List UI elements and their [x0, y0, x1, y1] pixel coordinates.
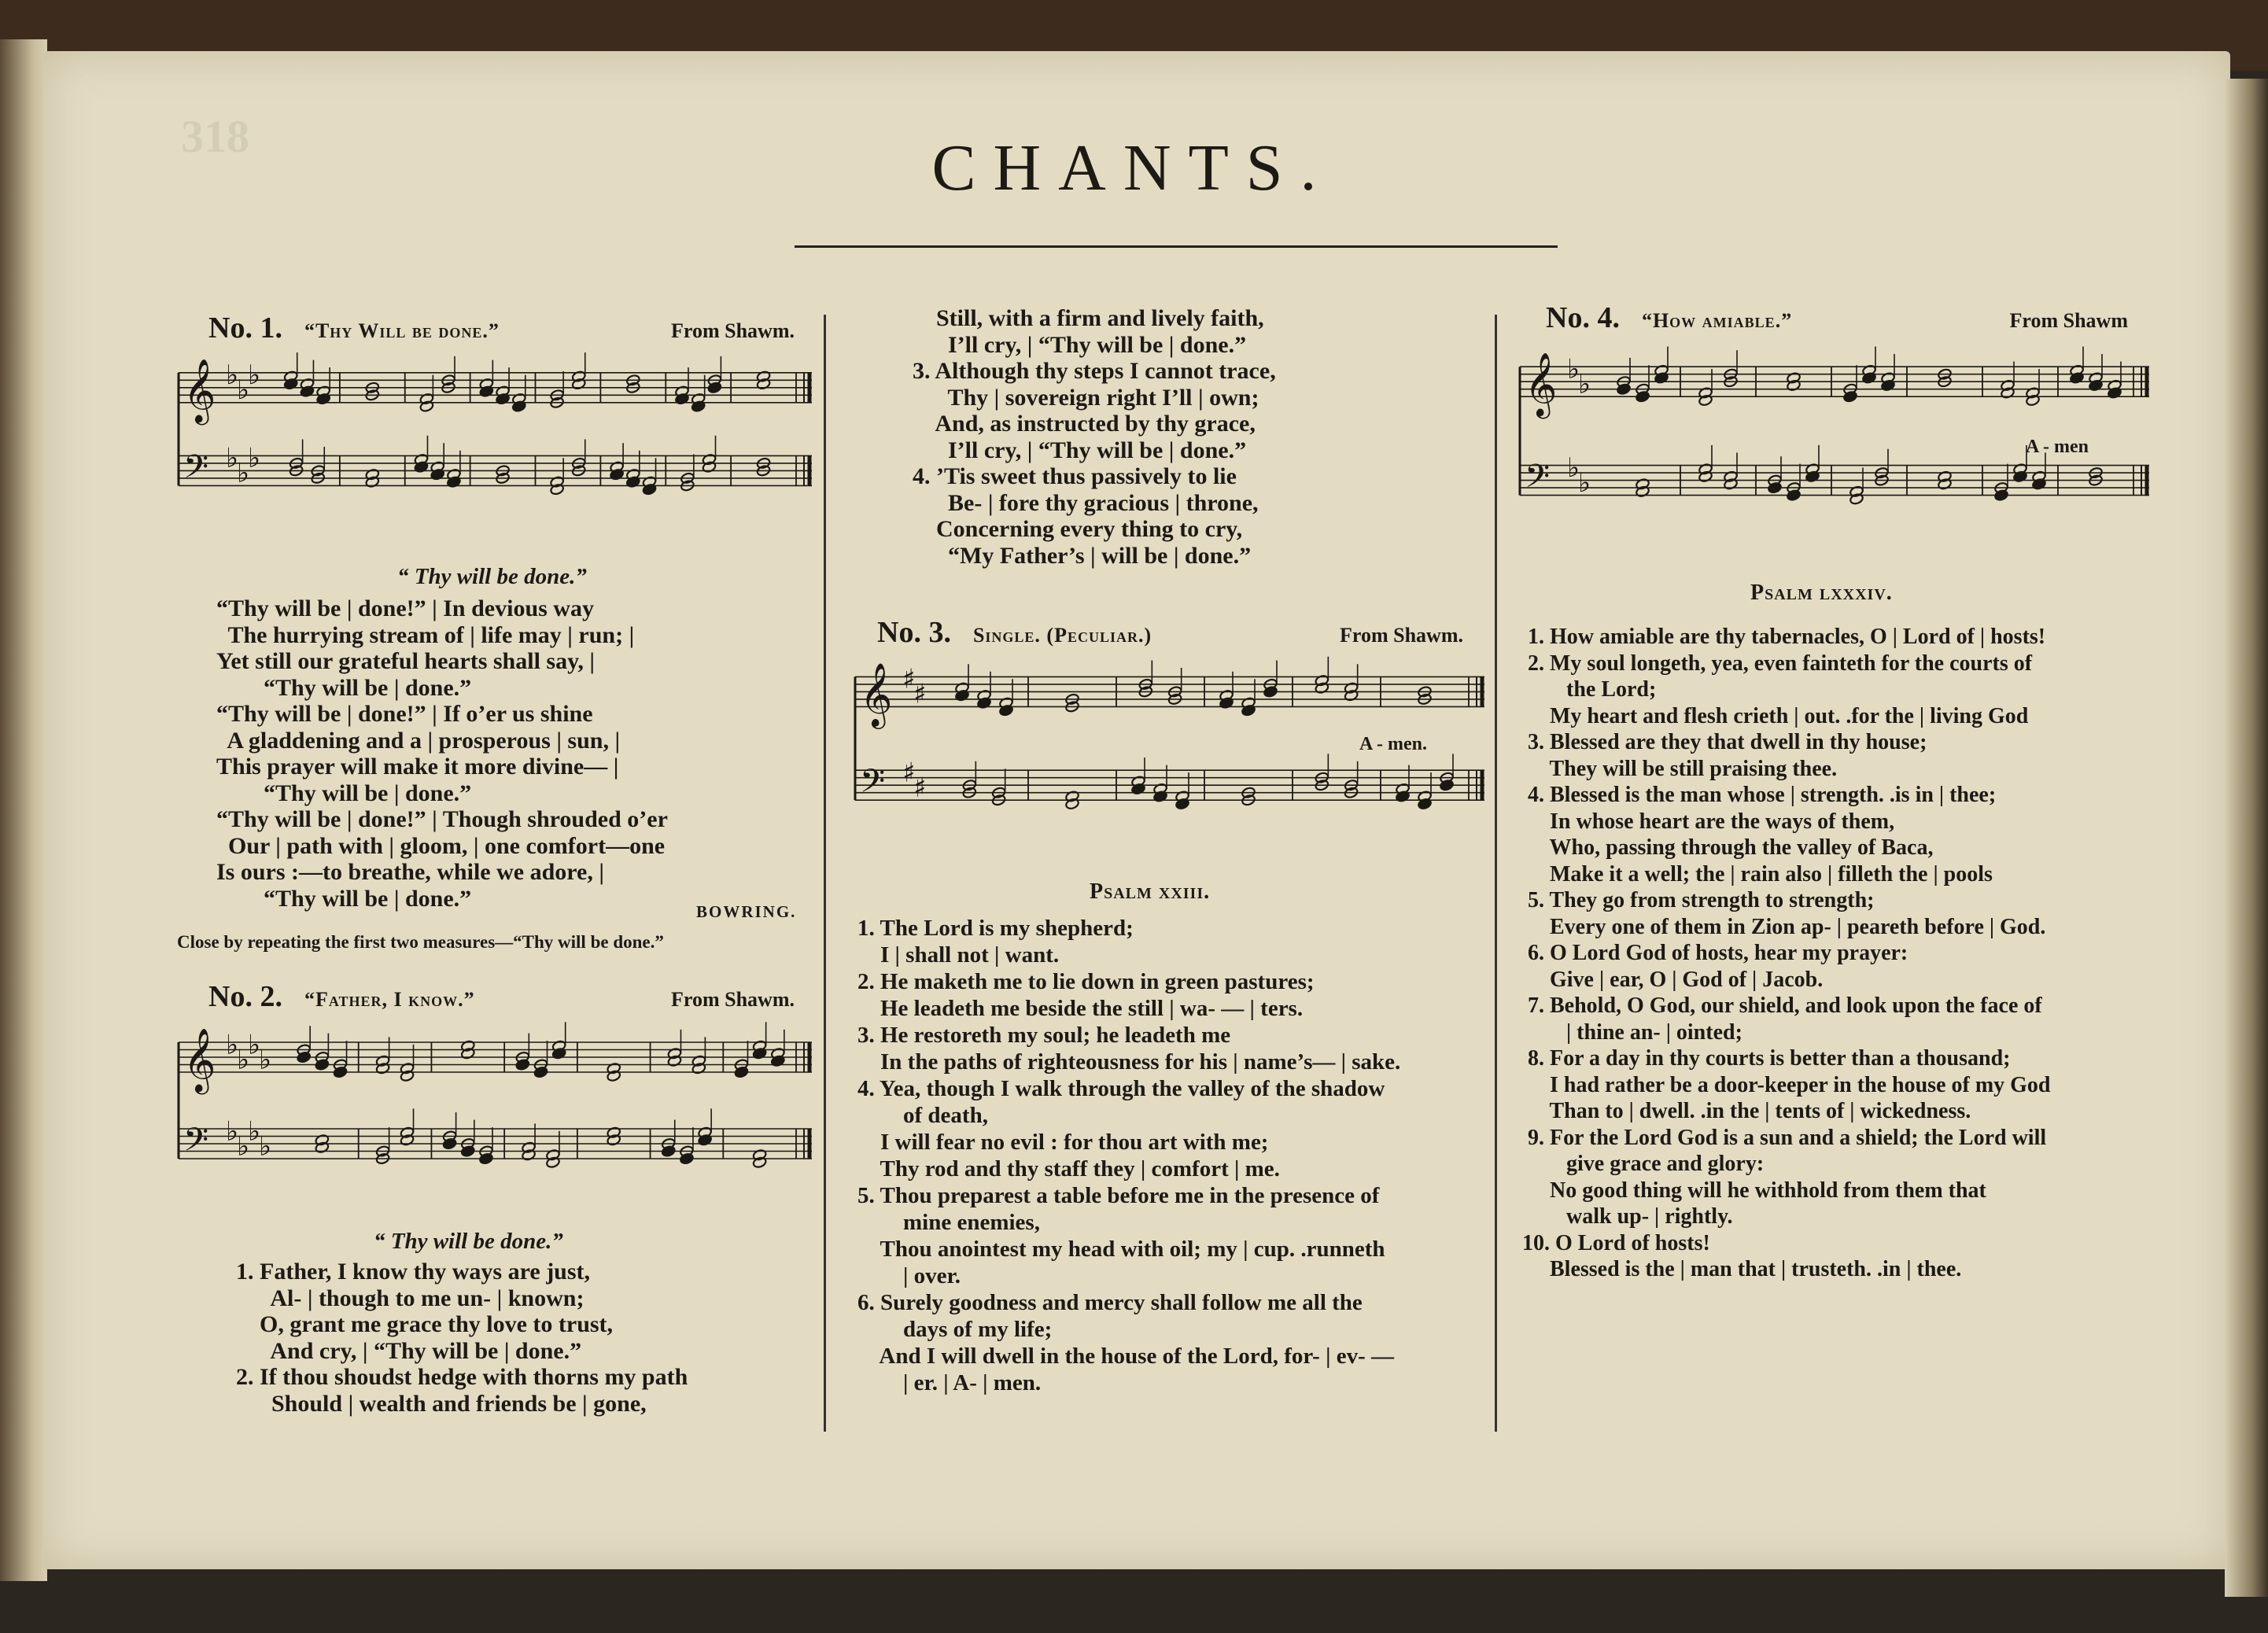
svg-text:♭: ♭	[248, 359, 261, 392]
music-staff-icon	[169, 1019, 818, 1215]
chant-3-score	[846, 651, 1491, 864]
verse-line: I’ll cry, | “Thy will be | done.”	[913, 331, 1247, 358]
verse-line: He leadeth me beside the still | wa- — | ters.	[857, 996, 1304, 1021]
verse-line: 1. Father, I know thy ways are just,	[236, 1259, 591, 1285]
chant-1-caption: “ Thy will be done.”	[397, 564, 587, 589]
chant-4-verses	[1522, 624, 2051, 1283]
svg-text:♭: ♭	[237, 1044, 250, 1076]
svg-text:𝄢: 𝄢	[860, 762, 886, 809]
svg-text:♭: ♭	[1567, 353, 1580, 385]
svg-text:♭: ♭	[226, 1115, 239, 1148]
page-stack-left	[0, 39, 47, 1581]
chant-3-heading	[877, 615, 1463, 650]
verse-line: Thou anointest my head with oil; my | cup. .runneth	[857, 1237, 1385, 1262]
verse-line: 10. O Lord of hosts!	[1522, 1230, 1710, 1255]
verse-line: | over.	[857, 1263, 961, 1288]
verse-line: of death,	[857, 1103, 988, 1128]
verse-line: 3. He restoreth my soul; he leadeth me	[857, 1023, 1231, 1048]
page-title: CHANTS.	[931, 131, 1334, 205]
verse-line: 2. If thou shoudst hedge with thorns my path	[236, 1364, 688, 1390]
column-divider-left	[824, 315, 826, 1432]
column-divider-right	[1495, 315, 1497, 1432]
svg-text:♭: ♭	[248, 442, 261, 474]
verse-line: Should | wealth and friends be | gone,	[236, 1390, 647, 1417]
chant-4-source: From Shawm	[2009, 309, 2128, 332]
verse-line: 6. Surely goodness and mercy shall follow me all the	[857, 1290, 1363, 1315]
verse-line: A gladdening and a | prosperous | sun, |	[216, 727, 621, 754]
chant-3-name: Single. (Peculiar.)	[972, 624, 1152, 647]
svg-text:♭: ♭	[1578, 466, 1591, 499]
verse-line: And cry, | “Thy will be | done.”	[236, 1337, 582, 1364]
verse-line: Than to | dwell. .in the | tents of | wickedness.	[1522, 1099, 1971, 1123]
verse-line: 2. He maketh me to lie down in green pastures;	[857, 969, 1315, 994]
verse-line: 4. Blessed is the man whose | strength. .is in | thee;	[1522, 783, 1997, 807]
chant-2-source: From Shawm.	[671, 988, 795, 1011]
chant-3-amen: A - men.	[1359, 734, 1427, 754]
verse-line: | er. | A- | men.	[857, 1370, 1042, 1395]
chant-3-verses	[857, 915, 1400, 1396]
svg-text:♭: ♭	[226, 359, 239, 392]
verse-line: Give | ear, O | God of | Jacob.	[1522, 967, 1824, 992]
verse-line: Be- | fore thy gracious | throne,	[913, 489, 1259, 516]
chant-2-number: No. 2.	[208, 980, 282, 1013]
svg-text:𝄢: 𝄢	[1525, 457, 1551, 503]
verse-line: “Thy will be | done.”	[216, 674, 472, 701]
verse-line: I will fear no evil : for thou art with me;	[857, 1130, 1269, 1155]
verse-line: “Thy will be | done!” | If o’er us shine	[216, 701, 593, 727]
verse-line: 3. Blessed are they that dwell in thy house;	[1522, 730, 1927, 754]
verse-line: Who, passing through the valley of Baca,	[1522, 835, 1934, 860]
svg-text:♭: ♭	[248, 1029, 261, 1061]
svg-text:𝄞: 𝄞	[860, 662, 893, 727]
svg-text:♭: ♭	[259, 1044, 272, 1076]
svg-text:♭: ♭	[1578, 368, 1591, 400]
verse-line: Still, with a firm and lively faith,	[913, 305, 1264, 331]
verse-line: Al- | though to me un- | known;	[236, 1285, 585, 1311]
chant-3-psalm: Psalm xxiii.	[1090, 879, 1211, 904]
chant-1-source: From Shawm.	[671, 319, 795, 342]
verse-line: 5. They go from strength to strength;	[1522, 888, 1875, 912]
verse-line: They will be still praising thee.	[1522, 756, 1838, 781]
svg-text:♯: ♯	[913, 678, 927, 710]
bleed-through: 318	[181, 111, 249, 162]
verse-line: Yet still our grateful hearts shall say, |	[216, 648, 596, 674]
verse-line: Make it a well; the | rain also | filleth the | pools	[1522, 861, 1993, 887]
chant-1-number: No. 1.	[208, 311, 282, 345]
chant-3-number: No. 3.	[877, 616, 951, 649]
svg-text:𝄞: 𝄞	[183, 357, 216, 422]
verse-line: Concerning every thing to cry,	[913, 516, 1243, 542]
verse-line: 9. For the Lord God is a sun and a shield; the Lord will	[1522, 1125, 2047, 1150]
title-rule	[795, 245, 1558, 248]
chant-1-score	[169, 350, 818, 539]
chant-1-name: “Thy Will be done.”	[304, 319, 500, 342]
verse-line: 2. My soul longeth, yea, even fainteth for the courts of	[1522, 651, 2033, 676]
svg-text:♭: ♭	[237, 457, 250, 489]
chant-4-number: No. 4.	[1546, 301, 1620, 334]
verse-line: 5. Thou preparest a table before me in the presence of	[857, 1183, 1380, 1208]
verse-line: 7. Behold, O God, our shield, and look upon the face of	[1522, 993, 2042, 1018]
verse-line: days of my life;	[857, 1317, 1053, 1342]
chant-3-source: From Shawm.	[1340, 624, 1463, 647]
verse-line: “Thy will be | done.”	[216, 885, 472, 912]
verse-line: “Thy will be | done!” | In devious way	[216, 595, 594, 621]
verse-line: I’ll cry, | “Thy will be | done.”	[913, 437, 1247, 463]
chant-2-name: “Father, I know.”	[304, 988, 475, 1011]
verse-line: Blessed is the | man that | trusteth. .in | thee.	[1522, 1257, 1962, 1281]
verse-line: In the paths of righteousness for his | name’s— | sake.	[857, 1049, 1401, 1075]
chant-4-name: “How amiable.”	[1641, 309, 1793, 332]
verse-line: walk up- | rightly.	[1522, 1204, 1733, 1229]
chant-2-verses	[236, 1259, 688, 1417]
svg-text:♯: ♯	[902, 663, 916, 695]
verse-line: Every one of them in Zion ap- | peareth before | God.	[1522, 914, 2046, 939]
verse-line: mine enemies,	[857, 1210, 1040, 1235]
svg-text:♭: ♭	[248, 1115, 261, 1148]
verse-line: The hurrying stream of | life may | run; |	[216, 621, 635, 648]
verse-line: 1. How amiable are thy tabernacles, O | Lord of | hosts!	[1522, 625, 2046, 649]
svg-text:♯: ♯	[902, 757, 916, 789]
verse-line: And I will dwell in the house of the Lord, for- | ev- —	[857, 1344, 1394, 1369]
verse-line: give grace and glory:	[1522, 1152, 1765, 1176]
chant-4-heading	[1546, 300, 2128, 335]
verse-line: Thy | sovereign right I’ll | own;	[913, 384, 1259, 411]
verse-line: 3. Although thy steps I cannot trace,	[913, 358, 1276, 384]
verse-line: 6. O Lord God of hosts, hear my prayer:	[1522, 941, 1908, 965]
svg-text:♭: ♭	[226, 1029, 239, 1061]
chant-2-caption: “ Thy will be done.”	[374, 1229, 563, 1254]
verse-line: | thine an- | ointed;	[1522, 1019, 1742, 1045]
chant-2-verses-continued	[913, 305, 1276, 569]
svg-text:♭: ♭	[237, 1130, 250, 1163]
verse-line: “Thy will be | done.”	[216, 780, 472, 806]
svg-text:♯: ♯	[913, 772, 927, 804]
verse-line: 1. The Lord is my shepherd;	[857, 916, 1134, 941]
verse-line: “Thy will be | done!” | Though shrouded o’er	[216, 806, 668, 832]
chant-1-close-note: Close by repeating the first two measures—“Thy will be done.”	[177, 932, 664, 952]
verse-line: 8. For a day in thy courts is better than a thousand;	[1522, 1046, 2011, 1071]
svg-text:𝄞: 𝄞	[1525, 352, 1558, 417]
verse-line: This prayer will make it more divine— |	[216, 754, 619, 780]
verse-line: the Lord;	[1522, 677, 1657, 702]
verse-line: No good thing will he withhold from them that	[1522, 1178, 1986, 1203]
svg-text:♭: ♭	[237, 374, 250, 407]
verse-line: In whose heart are the ways of them,	[1522, 809, 1895, 834]
chant-2-score	[169, 1019, 818, 1215]
verse-line: 4. ’Tis sweet thus passively to lie	[913, 463, 1237, 489]
chant-2-heading	[208, 979, 795, 1014]
verse-line: Thy rod and thy staff they | comfort | me.	[857, 1156, 1280, 1181]
verse-line: Our | path with | gloom, | one comfort—one	[216, 832, 666, 859]
verse-line: I had rather be a door-keeper in the house of my God	[1522, 1072, 2051, 1097]
verse-line: Is ours :—to breathe, while we adore, |	[216, 859, 604, 885]
music-staff-icon	[169, 350, 818, 539]
svg-text:𝄞: 𝄞	[183, 1027, 216, 1092]
page-edge-right	[2225, 79, 2268, 1597]
verse-line: 4. Yea, though I walk through the valley of the shadow	[857, 1076, 1385, 1101]
verse-line: “My Father’s | will be | done.”	[913, 542, 1252, 569]
verse-line: And, as instructed by thy grace,	[913, 411, 1256, 437]
chant-1-heading	[208, 311, 795, 345]
svg-text:𝄢: 𝄢	[183, 1121, 209, 1167]
svg-text:♭: ♭	[1567, 452, 1580, 484]
svg-text:𝄢: 𝄢	[183, 448, 209, 494]
verse-line: My heart and flesh crieth | out. .for the | living God	[1522, 703, 2029, 728]
svg-text:♭: ♭	[259, 1130, 272, 1163]
svg-text:♭: ♭	[226, 442, 239, 474]
verse-line: O, grant me grace thy love to trust,	[236, 1311, 614, 1337]
chant-4-psalm: Psalm lxxxiv.	[1750, 581, 1893, 605]
verse-line: I | shall not | want.	[857, 942, 1060, 968]
chant-1-verses	[216, 595, 668, 912]
chant-1-author: BOWRING.	[696, 902, 797, 921]
music-staff-icon	[846, 651, 1491, 864]
chant-4-amen: A - men	[2026, 437, 2089, 457]
